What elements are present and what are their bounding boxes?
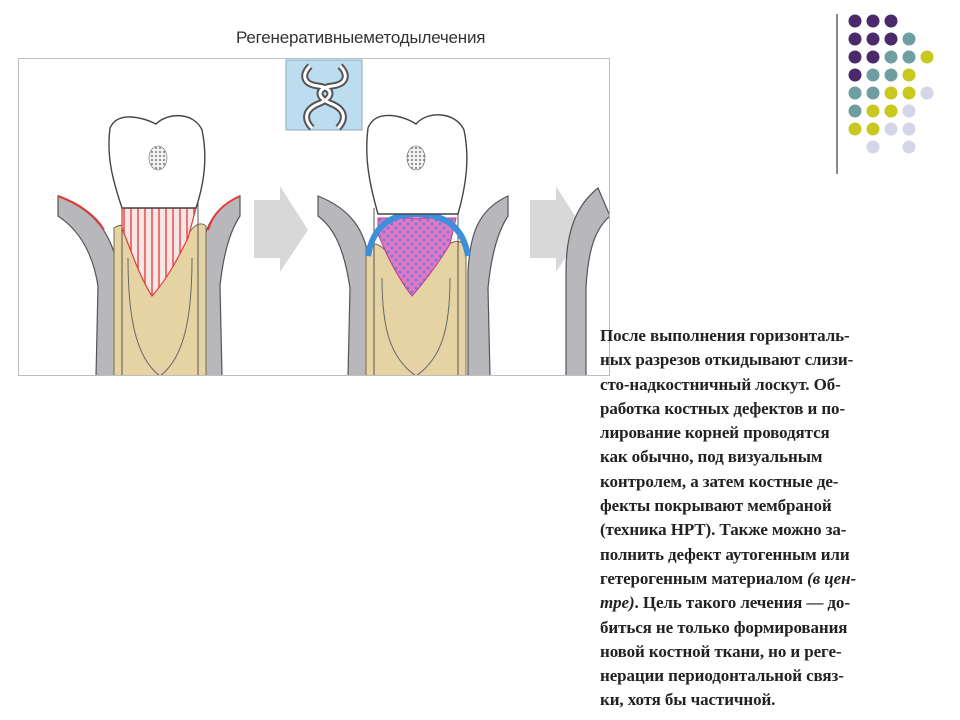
caption-line: нерации периодонтальной связ- [600, 666, 844, 686]
decor-dot [921, 87, 934, 100]
decor-dot [849, 105, 862, 118]
decor-dot [867, 51, 880, 64]
decor-dot [885, 123, 898, 136]
decorative-dot-grid [846, 12, 956, 162]
decor-dot [903, 123, 916, 136]
caption-text [600, 324, 922, 713]
caption-line-mixed [600, 591, 922, 615]
caption-line: новой костной ткани, но и реге- [600, 641, 842, 661]
caption-line: ки, хотя бы частичной. [600, 690, 776, 710]
decor-dot [867, 15, 880, 28]
decor-dot [903, 87, 916, 100]
caption-fragment: . Цель такого лечения — до- [634, 593, 850, 613]
caption-italic: (в цен- [807, 568, 856, 588]
caption-line: работка костных дефектов и по- [600, 398, 846, 418]
decor-dot [885, 105, 898, 118]
decor-dot [921, 51, 934, 64]
caption-line: (техника НРТ). Также можно за- [600, 520, 847, 540]
decor-dot [885, 33, 898, 46]
caption-line: лирование корней проводятся [600, 423, 830, 443]
caption-line-mixed [600, 567, 922, 591]
decor-dot [867, 87, 880, 100]
decor-dot [885, 87, 898, 100]
decor-dot [867, 123, 880, 136]
decor-dot [903, 33, 916, 46]
decor-dot [885, 69, 898, 82]
decor-dot [867, 141, 880, 154]
caption-line: сто-надкостничный лоскут. Об- [600, 374, 841, 394]
decor-dot [867, 33, 880, 46]
caption-line: как обычно, под визуальным [600, 447, 823, 467]
caption-line: биться не только формирования [600, 617, 848, 637]
decor-dot [885, 15, 898, 28]
decor-dot [867, 105, 880, 118]
slide-title: Регенеративныеметодылечения [236, 28, 486, 47]
caption-line: полнить дефект аутогенным или [600, 544, 850, 564]
caption-line: После выполнения горизонталь- [600, 326, 850, 345]
decor-dot [885, 51, 898, 64]
decorative-divider [836, 14, 838, 174]
decor-dot [849, 123, 862, 136]
decor-dot [903, 69, 916, 82]
decor-dot [849, 69, 862, 82]
decor-dot [903, 51, 916, 64]
decor-dot [867, 69, 880, 82]
decor-dot [903, 105, 916, 118]
decor-dot [849, 51, 862, 64]
caption-italic: тре) [600, 593, 635, 613]
decor-dot [849, 33, 862, 46]
instrument-graphic [286, 60, 362, 130]
caption-line: контролем, а затем костные де- [600, 471, 839, 491]
decor-dot [849, 15, 862, 28]
caption-fragment: гетерогенным материалом [600, 568, 808, 588]
caption-line: фекты покрывают мембраной [600, 496, 832, 516]
decor-dot [849, 87, 862, 100]
regeneration-diagram [18, 58, 610, 376]
caption-line: ных разрезов откидывают слизи- [600, 350, 854, 370]
decor-dot [903, 141, 916, 154]
